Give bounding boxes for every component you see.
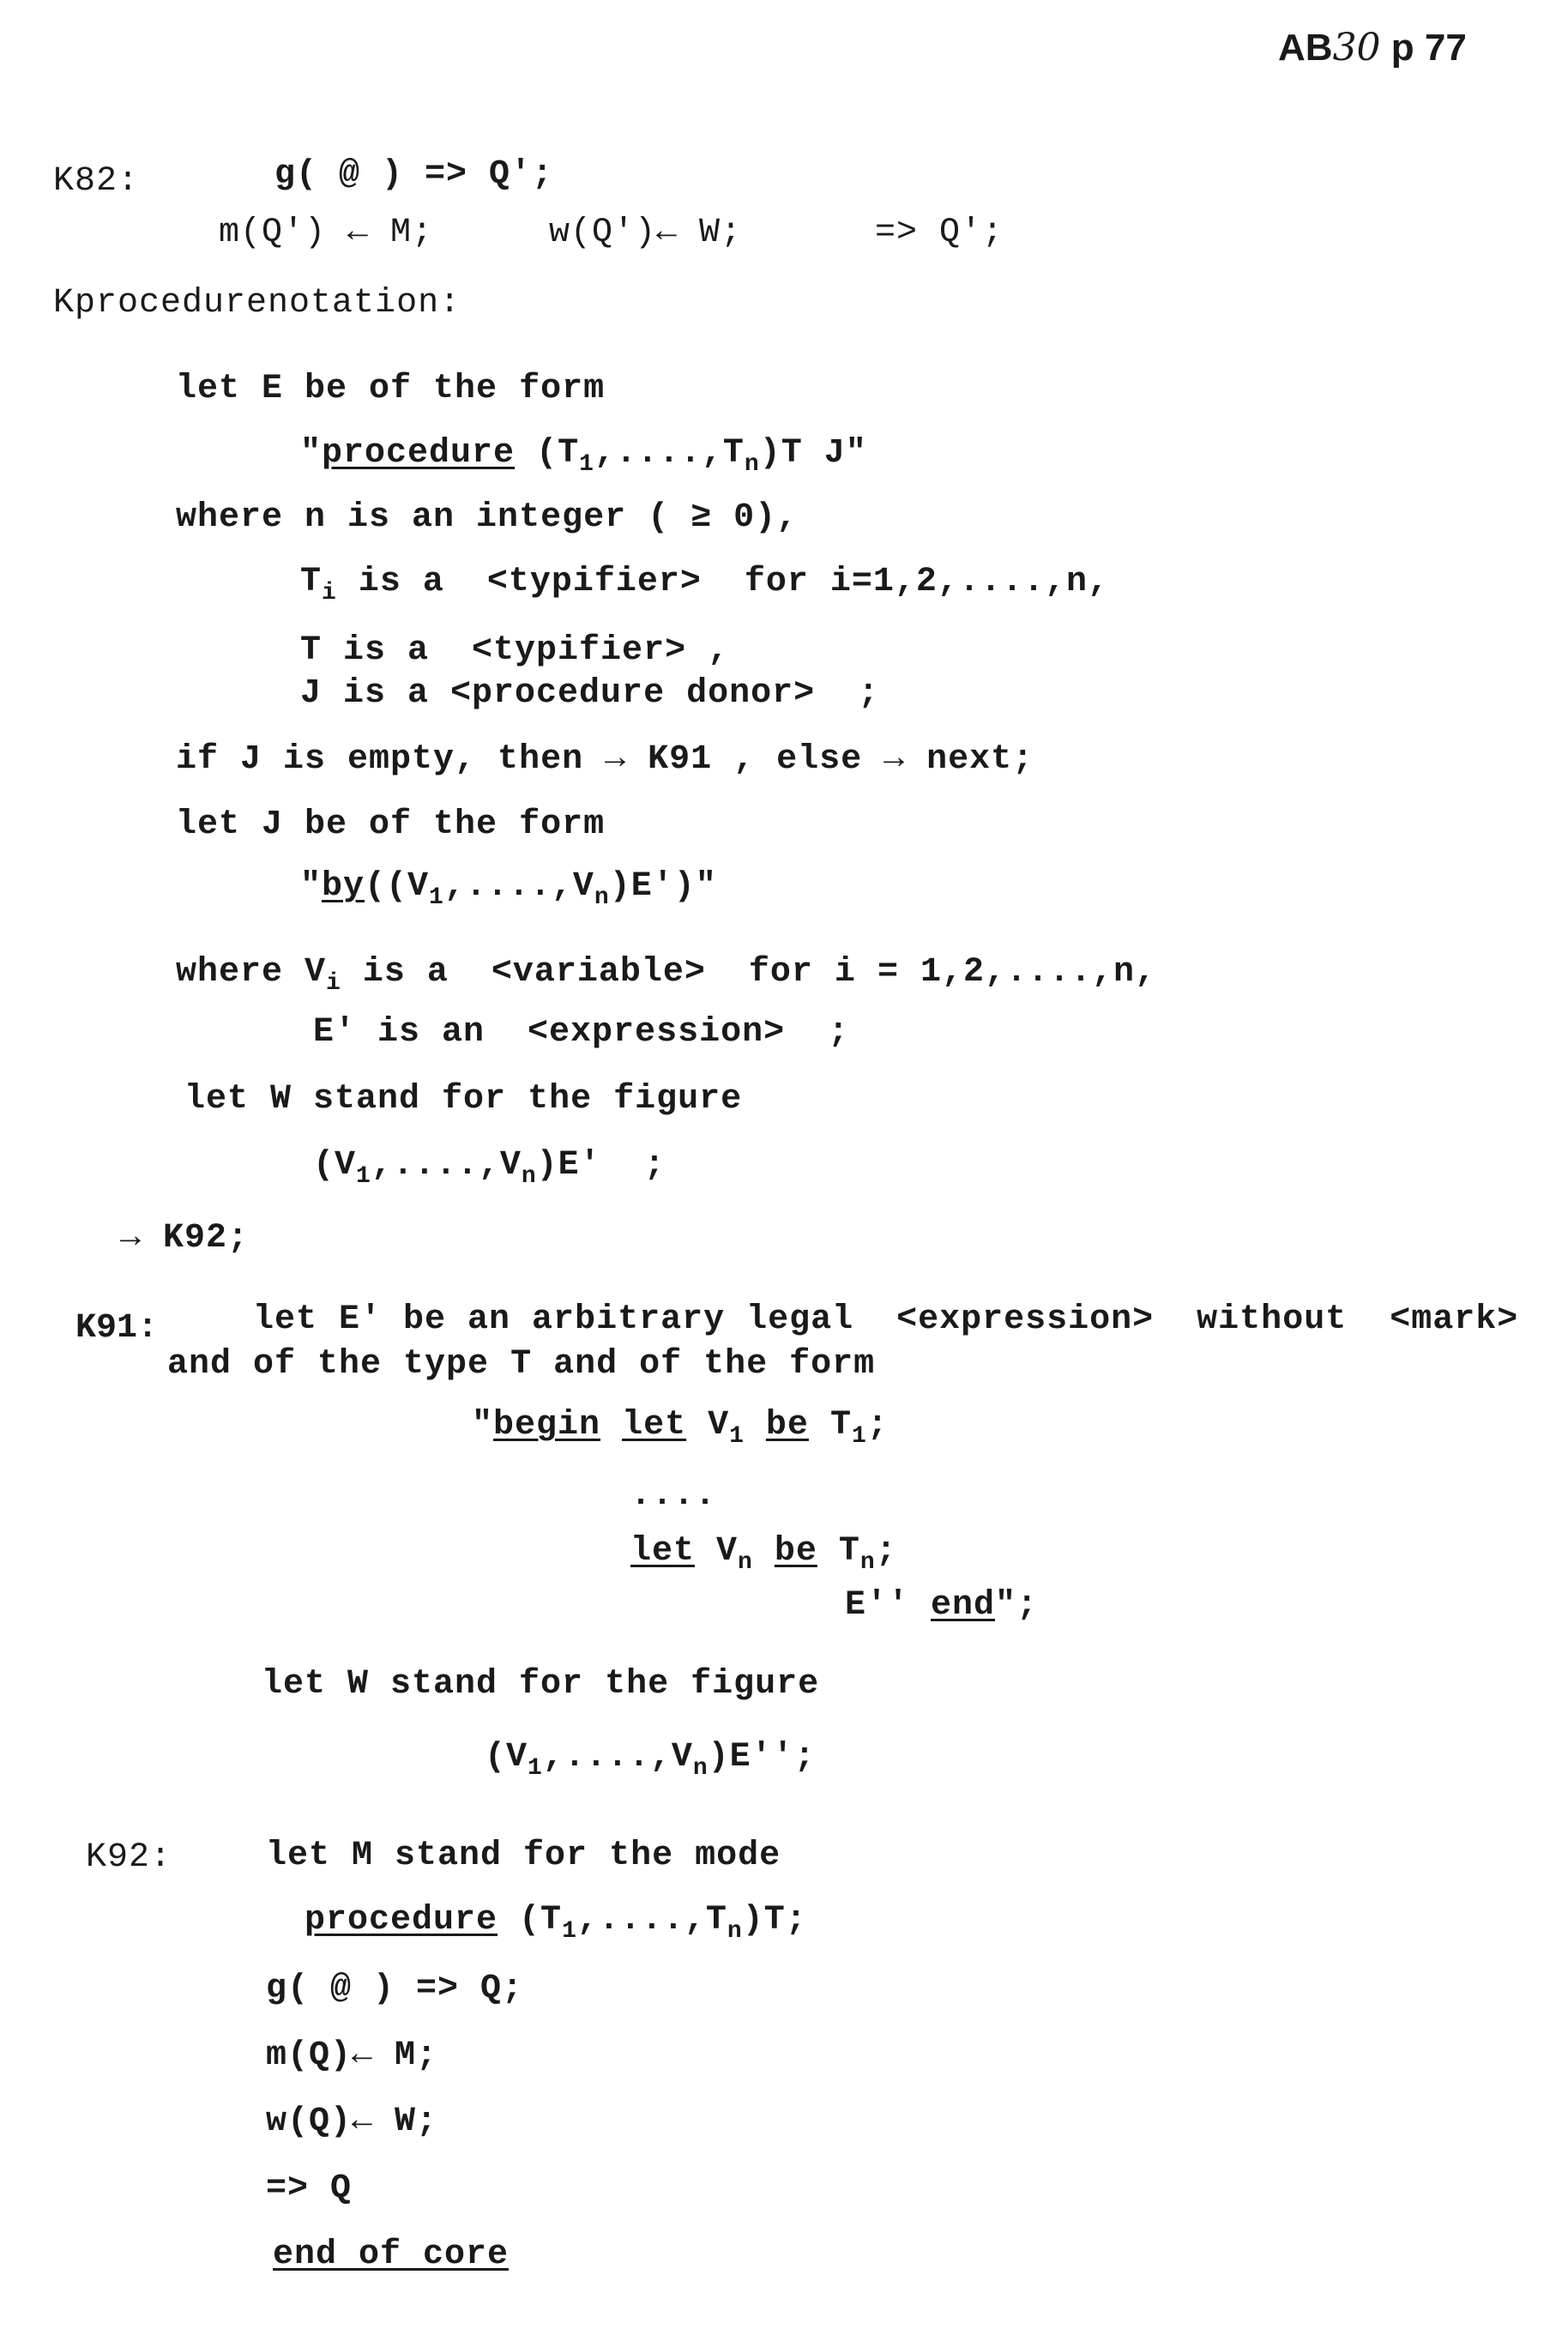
k92-line-3: g( @ ) => Q; [266,1970,524,2008]
page-header [1278,26,1467,69]
k91-line-5 [630,1531,897,1576]
k91-line-2: and of the type T and of the form [167,1345,876,1384]
subscript: n [692,1755,709,1782]
subscript: n [859,1549,876,1576]
k91-line-3 [472,1405,889,1450]
text-fragment: is a <typifier> for i=1,2,....,n, [336,563,1109,601]
text-fragment: V [695,1532,739,1571]
kproc-line-5: T is a <typifier> , [300,631,730,670]
k92-line-1: let M stand for the mode [266,1837,781,1875]
k91-line-8 [485,1737,816,1782]
subscript: n [744,451,760,478]
subscript: 1 [356,1163,371,1190]
header-page-num: 77 [1424,27,1467,69]
subscript: 1 [851,1423,867,1450]
keyword-be: be [765,1406,809,1445]
subscript: 1 [429,884,444,911]
k82-line2-a: m(Q') ← M; [219,214,434,252]
quote: " [300,434,323,473]
k92-label: K92: [86,1838,172,1877]
text-fragment: ,....,T [594,434,745,473]
keyword-by: by [322,867,365,906]
text-fragment: ,....,V [371,1146,522,1185]
text-fragment: ,....,T [576,1901,727,1940]
kproc-line-11: E' is an <expression> ; [313,1013,850,1052]
kproc-line-4 [300,562,1109,606]
kproc-label: Kprocedurenotation: [53,284,461,323]
k92-line-5: w(Q)← W; [266,2103,438,2141]
text-fragment: T [808,1406,852,1445]
keyword-be: be [774,1532,817,1571]
text-fragment: ,....,V [542,1738,693,1777]
text-fragment: (T [515,434,580,473]
k82-line2-c: => Q'; [875,214,1004,252]
header-ref-prefix: AB [1278,27,1333,69]
text-fragment: V [686,1406,730,1445]
k82-label: K82: [53,162,140,201]
kproc-line-8: let J be of the form [176,805,606,844]
kproc-line-7: if J is empty, then → K91 , else → next; [176,740,1034,779]
header-page-label: p [1390,27,1414,69]
header-ref-num: 30 [1332,26,1381,69]
kproc-line-12: let W stand for the figure [184,1080,743,1119]
text-fragment: )T J" [759,434,867,473]
text-fragment: where V [176,953,327,992]
k92-line-2 [305,1900,807,1945]
k91-label: K91: [75,1309,159,1348]
subscript: 1 [528,1755,543,1782]
text-fragment: is a <variable> for i = 1,2,....,n, [341,953,1156,992]
keyword-end: end [931,1586,996,1625]
text-fragment: )T; [742,1901,807,1940]
keyword-begin: begin [493,1406,601,1445]
subscript: i [322,580,337,606]
text-fragment: (T [498,1901,563,1940]
k91-line-4: .... [630,1476,717,1515]
keyword-procedure: procedure [305,1901,498,1940]
k91-line-6 [845,1585,1038,1626]
text-fragment: )E' ; [536,1146,666,1185]
k92-line-4: m(Q)← M; [266,2036,438,2075]
text-fragment: )E''; [708,1738,816,1777]
subscript: n [727,1918,743,1945]
k82-line2-b: w(Q')← W; [549,214,743,252]
keyword-let: let [630,1532,696,1571]
text-fragment: ,....,V [443,867,594,906]
text-fragment: T [817,1532,860,1571]
k91-line-7: let W stand for the figure [262,1665,820,1704]
k92-line-6: => Q [266,2169,353,2208]
keyword-procedure: procedure [322,434,516,473]
text-fragment: ; [866,1406,889,1445]
subscript: n [738,1549,753,1576]
quote: " [472,1406,494,1445]
text-fragment: (V [485,1738,528,1777]
kproc-line-6: J is a <procedure donor> ; [300,674,880,713]
k92-line-7: end of core [273,2235,510,2274]
text-fragment: "; [995,1586,1039,1625]
text-fragment: ; [875,1532,897,1571]
text-fragment: T [300,563,323,601]
text-fragment: )E')" [609,867,717,906]
subscript: 1 [579,451,594,478]
kproc-line-9 [300,866,717,911]
kproc-line-10 [176,952,1156,997]
subscript: n [521,1163,537,1190]
subscript: 1 [562,1918,577,1945]
subscript: n [594,884,610,911]
kproc-line-13 [313,1145,666,1190]
kproc-line-2 [300,433,867,478]
keyword-let: let [622,1406,687,1445]
kproc-line-3: where n is an integer ( ≥ 0), [176,498,799,537]
subscript: i [326,970,341,997]
k82-line1: g( @ ) => Q'; [274,155,554,194]
text-fragment: ((V [365,867,430,906]
k91-line-1: let E' be an arbitrary legal <expression> without <mark> [253,1300,1519,1339]
kproc-line-14: → K92; [120,1219,250,1258]
text-fragment: E'' [845,1586,932,1625]
quote: " [300,867,323,906]
kproc-line-1: let E be of the form [176,370,606,408]
text-fragment: (V [313,1146,357,1185]
subscript: 1 [729,1423,745,1450]
